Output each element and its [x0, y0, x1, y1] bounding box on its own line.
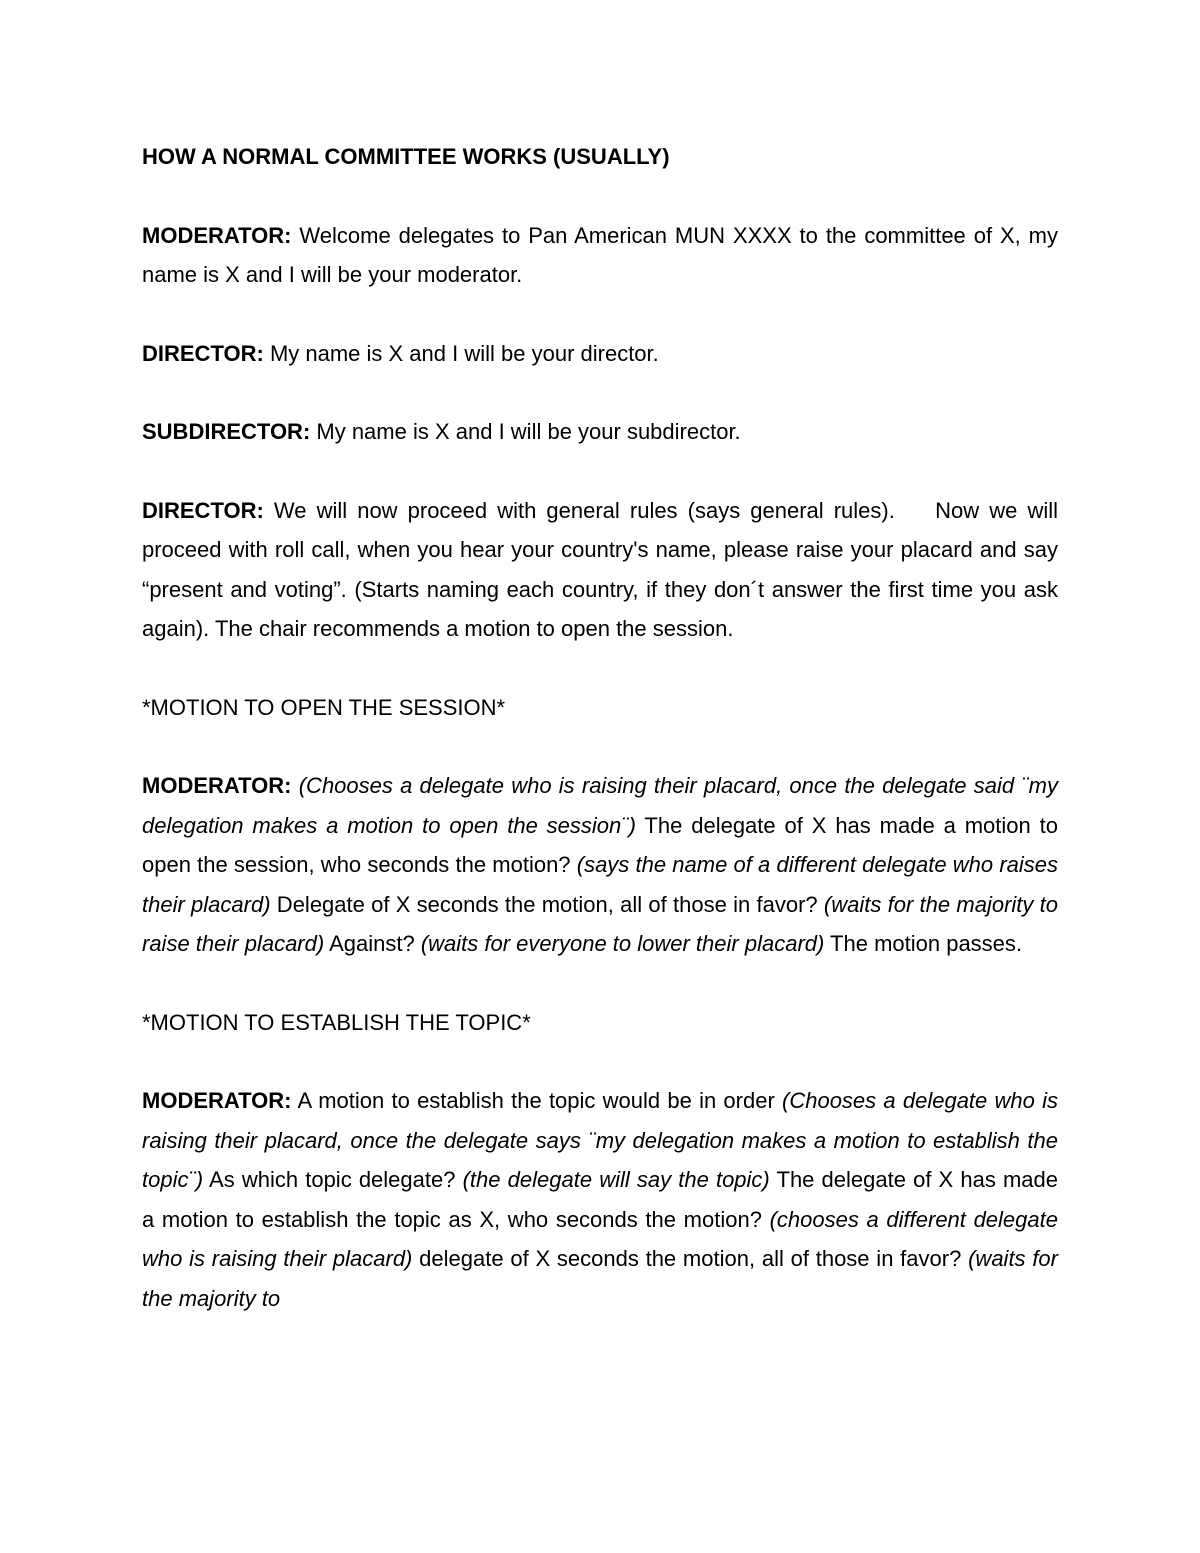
document-body — [142, 137, 1065, 1318]
speaker-label: SUBDIRECTOR: — [142, 419, 311, 444]
paragraph-text: My name is X and I will be your director. — [263, 340, 659, 366]
paragraph-text: As which topic delegate? — [203, 1167, 463, 1192]
paragraph-text: Delegate of X seconds the motion, all of those in favor? — [270, 891, 824, 917]
paragraph-text: Welcome delegates to Pan American MUN XXXX to the committee of X, my name is X and I will be your moderator. — [142, 222, 1058, 287]
paragraph-text: A motion to establish the topic would be in order — [291, 1088, 783, 1113]
stage-direction: (Chooses a delegate who is raising their placard, once the delegate says ¨my delegation makes a motion to establish the topic¨) — [142, 1088, 1058, 1192]
stage-direction: (says the name of a different delegate who raises their placard) — [142, 852, 1059, 917]
director-roll-call-paragraph — [142, 491, 1065, 649]
stage-direction: (the delegate will say the topic) — [462, 1167, 770, 1192]
paragraph-text: We will now proceed with general rules (says general rules). Now we will proceed with roll call, when you hear your country's name, please raise your placard and say “present and voting”. (Starts naming each country, if they don´t answer the first time you ask again). The chair recommends a motion to open the session. — [142, 497, 1065, 641]
paragraph-text: The motion passes. — [824, 931, 1023, 956]
paragraph-text: delegate of X seconds the motion, all of those in favor? — [412, 1246, 969, 1271]
document-title: HOW A NORMAL COMMITTEE WORKS (USUALLY) — [142, 144, 670, 169]
motion-establish-topic-heading: *MOTION TO ESTABLISH THE TOPIC* — [142, 1009, 531, 1035]
paragraph-text: Against? — [324, 931, 421, 956]
motion-open-session-heading: *MOTION TO OPEN THE SESSION* — [142, 694, 506, 720]
stage-direction: (chooses a different delegate who is raising their placard) — [142, 1206, 1058, 1271]
stage-direction: (waits for the majority to — [142, 1246, 1058, 1311]
stage-direction: (waits for the majority to raise their placard) — [142, 891, 1059, 956]
moderator-establish-topic-paragraph — [142, 1081, 1058, 1318]
moderator-welcome-paragraph — [142, 216, 1058, 295]
director-intro-paragraph — [142, 334, 1058, 374]
speaker-label: MODERATOR: — [142, 222, 292, 248]
speaker-label: MODERATOR: — [142, 1088, 292, 1113]
paragraph-text: The delegate of X has made a motion to establish the topic as X, who seconds the motion? — [142, 1167, 1058, 1232]
speaker-label: DIRECTOR: — [142, 497, 264, 523]
paragraph-text: My name is X and I will be your subdirector. — [310, 419, 741, 444]
paragraph-text: The delegate of X has made a motion to open the session, who seconds the motion? — [142, 812, 1058, 877]
moderator-open-session-paragraph — [142, 766, 1058, 964]
speaker-label: DIRECTOR: — [142, 340, 264, 366]
stage-direction: (Chooses a delegate who is raising their placard, once the delegate said ¨my delegation makes a motion to open the session¨) — [142, 773, 1058, 838]
subdirector-intro-paragraph — [142, 412, 1058, 452]
stage-direction: (waits for everyone to lower their placard) — [420, 931, 825, 956]
speaker-label: MODERATOR: — [142, 773, 292, 798]
